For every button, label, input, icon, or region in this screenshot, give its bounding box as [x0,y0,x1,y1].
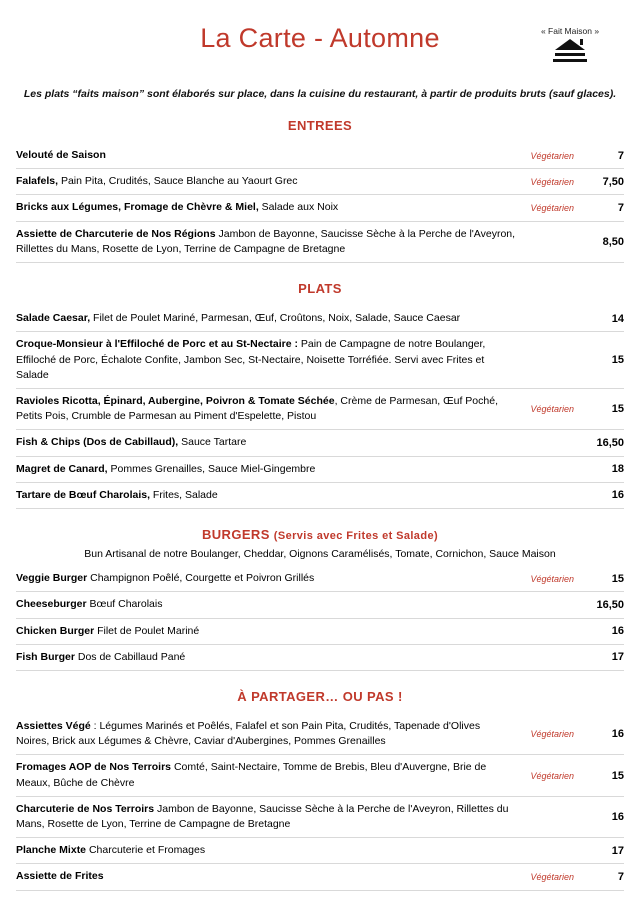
menu-item-description [16,719,522,749]
menu-item-detail: Comté, Saint-Nectaire, Tomme de Brebis, Bleu d'Auvergne, Brie de Meaux, Bûche de Chèvre [16,761,487,789]
menu-item-description [16,311,522,326]
menu-item-price: 18 [611,463,624,476]
section-heading [16,527,624,542]
menu-item-name: Ravioles Ricotta, Épinard, Aubergine, Poivron & Tomate Séchée [16,394,335,407]
menu-item-detail: Pommes Grenailles, Sauce Miel-Gingembre [107,462,316,475]
vegetarian-badge: Végétarien [530,176,574,187]
house-roof-icon [553,39,587,65]
menu-item-name: Falafels, [16,175,59,188]
menu-item-price: 15 [611,403,624,416]
menu-item-price: 16 [611,811,624,824]
menu-item-detail: Pain Pita, Crudités, Sauce Blanche au Yaourt Grec [58,175,298,188]
menu-item-name: Planche Mixte [16,844,87,857]
menu-item-detail: , Crème de Parmesan, Œuf Poché, Petits Pois, Crumble de Parmesan au Piment d'Espelette, Pistou [16,394,498,423]
menu-item [16,838,624,864]
menu-item [16,566,624,592]
fait-maison-label: « Fait Maison » [540,26,600,36]
menu-item-detail: : Légumes Marinés et Poêlés, Falafel et son Pain Pita, Crudités, Tapenade d'Olives Noires, Brick aux Légumes & Chèvre, Caviar d'Aubergines, Pommes Grenailles [16,719,481,748]
menu-item-description [16,624,522,639]
vegetarian-badge: Végétarien [530,573,574,584]
menu-item [16,306,624,332]
menu-item-price: 15 [611,572,624,585]
section-title: BURGERS [201,527,270,543]
page-title: La Carte - Automne [200,23,440,53]
menu-item-detail: Jambon de Bayonne, Saucisse Sèche à la Perche de l'Aveyron, Rillettes du Mans, Rosette de Lyon, Terrine de Campagne de Bretagne [16,227,516,255]
menu-item-detail: Champignon Poêlé, Courgette et Poivron Grillés [87,572,315,585]
section-heading [16,118,624,133]
menu-sections [16,118,624,891]
menu-item-name: Fromages AOP de Nos Terroirs [16,761,172,774]
menu-item-price: 7 [617,202,624,215]
menu-item-price: 16,50 [596,598,624,611]
menu-item-detail: Charcuterie et Fromages [86,844,206,857]
menu-item-name: Croque-Monsieur à l'Effiloché de Porc et au St-Nectaire : [16,338,298,351]
menu-item [16,332,624,389]
menu-item-detail: Bœuf Charolais [86,598,163,611]
menu-item-name: Assiettes Végé [16,719,91,732]
menu-item-description [16,571,522,586]
section-heading [16,281,624,296]
menu-item-name: Tartare de Bœuf Charolais, [16,488,150,501]
vegetarian-badge: Végétarien [530,404,574,415]
menu-item-name: Cheeseburger [16,598,87,611]
menu-item-description [16,802,522,832]
section-title: ENTREES [287,118,353,133]
menu-item [16,169,624,195]
menu-item-price: 16,50 [596,437,624,450]
menu-item-description [16,462,522,477]
menu-item-detail: Filet de Poulet Mariné, Parmesan, Œuf, Croûtons, Noix, Salade, Sauce Caesar [90,312,461,325]
menu-item [16,864,624,890]
menu-item-description [16,435,522,450]
menu-item-price: 16 [611,625,624,638]
menu-item [16,797,624,838]
menu-item [16,389,624,430]
menu-item-description [16,488,522,503]
menu-item-detail: Frites, Salade [150,488,218,501]
menu-header [16,24,624,80]
menu-item-description [16,227,522,257]
menu-item-name: Velouté de Saison [16,149,106,161]
menu-item-description [16,597,522,612]
section-title: PLATS [298,281,342,297]
menu-item-name: Assiette de Charcuterie de Nos Régions [16,227,216,240]
menu-item-description [16,394,522,424]
vegetarian-badge: Végétarien [530,729,574,740]
fait-maison-badge [522,26,618,65]
menu-item-description [16,843,522,858]
menu-item-description [16,174,522,189]
menu-item-price: 16 [611,489,624,502]
menu-item-description [16,337,522,383]
menu-item-price: 15 [611,354,624,367]
menu-item-description [16,650,522,665]
menu-item-price: 17 [611,844,624,857]
menu-item [16,222,624,263]
menu-item-detail: Jambon de Bayonne, Saucisse Sèche à la Perche de l'Aveyron, Rillettes du Mans, Rosette de Lyon, Terrine de Campagne de Bretagne [16,802,509,831]
menu-item-description [16,200,522,215]
menu-item-price: 7 [617,871,624,884]
section-heading [16,689,624,704]
menu-item-price: 14 [611,312,624,325]
menu-item-description [16,148,522,163]
menu-item-price: 16 [611,728,624,741]
section-note: Bun Artisanal de notre Boulanger, Cheddar, Oignons Caramélisés, Tomate, Cornichon, Sauce Maison [84,548,556,561]
menu-item-price: 17 [611,651,624,664]
menu-item-price: 15 [611,769,624,782]
menu-item-description [16,760,522,790]
menu-item-name: Chicken Burger [16,624,95,637]
menu-item-name: Magret de Canard, [16,462,108,475]
section-title: À PARTAGER… OU PAS ! [237,688,403,704]
menu-item-name: Fish & Chips (Dos de Cabillaud), [16,436,179,449]
menu-item [16,195,624,221]
menu-item-name: Fish Burger [16,650,75,663]
menu-item [16,619,624,645]
menu-item-description [16,869,522,884]
menu-item-detail: Sauce Tartare [178,436,247,449]
menu-item-name: Bricks aux Légumes, Fromage de Chèvre & Miel, [16,201,259,214]
menu-item-detail: Pain de Campagne de notre Boulanger, Effiloché de Porc, Échalote Confite, Jambon Sec, St-Nectaire, Noisette Torréfiée. Servi avec Frites et Salade [16,338,486,381]
menu-item-name: Charcuterie de Nos Terroirs [16,802,155,815]
menu-subtitle: Les plats “faits maison” sont élaborés sur place, dans la cuisine du restaurant, à partir de produits bruts (sauf glaces). [23,88,617,100]
menu-item-name: Assiette de Frites [16,870,104,883]
menu-item [16,714,624,755]
menu-item-name: Salade Caesar, [16,312,91,325]
menu-item [16,645,624,671]
menu-item [16,755,624,796]
menu-item [16,483,624,509]
vegetarian-badge: Végétarien [530,150,574,161]
menu-item-price: 7,50 [602,175,624,188]
menu-item [16,430,624,456]
vegetarian-badge: Végétarien [530,203,574,214]
vegetarian-badge: Végétarien [530,872,574,883]
section-subtitle: (Servis avec Frites et Salade) [273,530,439,543]
menu-item-price: 7 [617,149,624,162]
menu-item [16,457,624,483]
menu-item-detail: Filet de Poulet Mariné [94,624,200,637]
menu-item-detail: Salade aux Noix [258,201,339,214]
menu-item [16,143,624,169]
menu-item-name: Veggie Burger [16,572,88,585]
menu-item-detail: Dos de Cabillaud Pané [74,650,186,663]
menu-item [16,592,624,618]
menu-item-price: 8,50 [602,235,624,248]
vegetarian-badge: Végétarien [530,770,574,781]
